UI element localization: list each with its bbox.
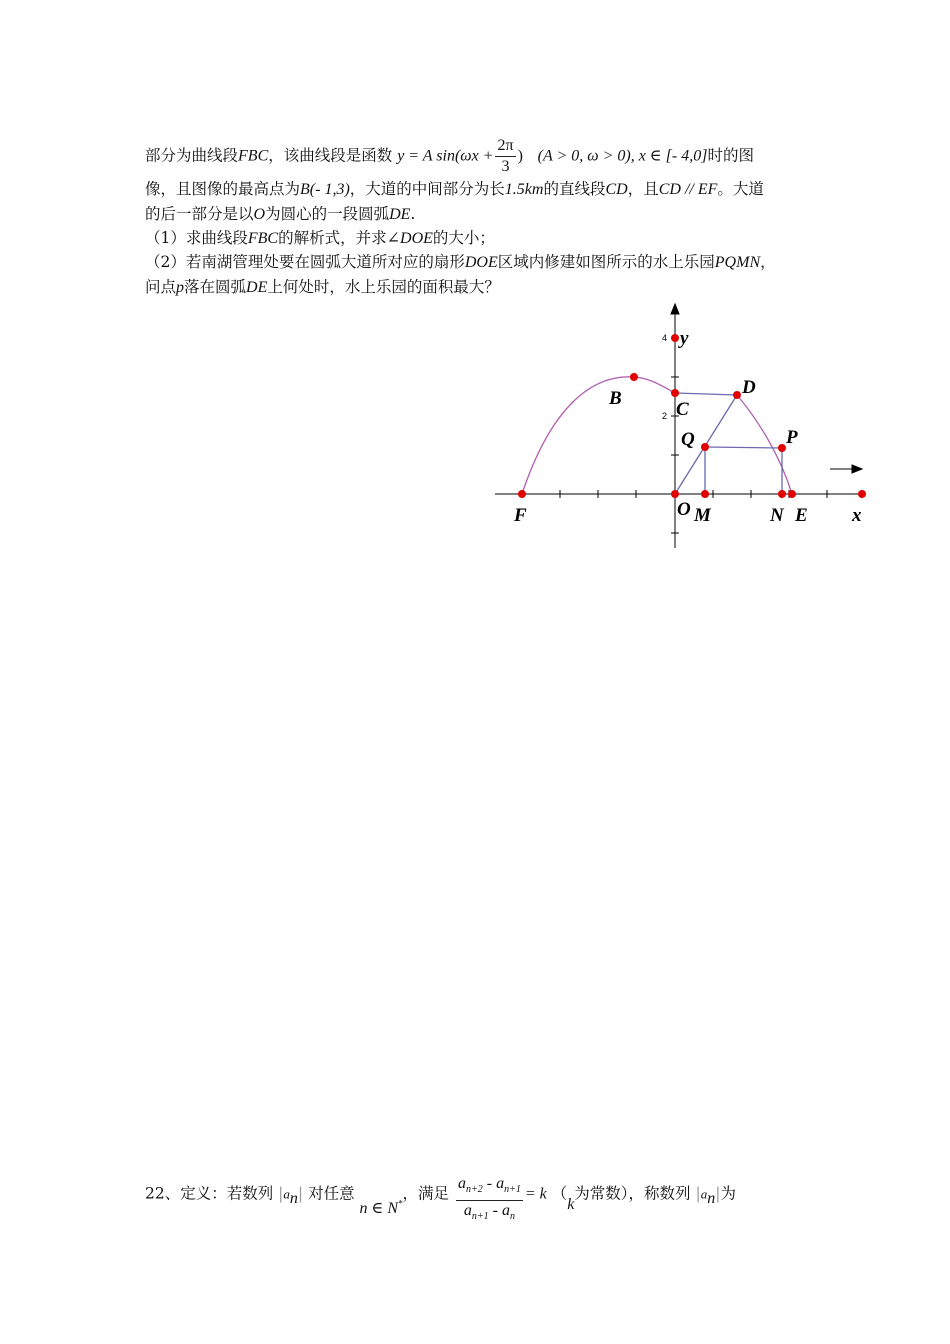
tick-label-4: 4	[662, 333, 668, 343]
math-fbc: FBC	[247, 230, 279, 247]
question-1	[145, 226, 495, 248]
text: 问点	[145, 278, 177, 296]
text: （1）求曲线段	[145, 229, 248, 247]
text: 对任意	[308, 1184, 355, 1203]
point-labels	[513, 328, 862, 526]
seq-brace-left: |	[695, 1184, 701, 1203]
math-paren: )	[517, 147, 523, 165]
tick-label-2: 2	[662, 411, 668, 421]
text: 。大道	[717, 180, 764, 198]
direction-arrow-head	[852, 465, 862, 473]
text: 区域内修建如图所示的水上乐园	[497, 253, 715, 271]
point-e	[788, 490, 796, 498]
text: 部分为曲线段	[145, 146, 239, 165]
text: 像，且图像的最高点为	[145, 180, 301, 198]
math-a: a	[700, 1186, 708, 1202]
text: ，且	[627, 180, 659, 198]
text: 22、定义：若数列	[145, 1184, 274, 1203]
text: 为圆心的一段圆弧	[265, 205, 390, 223]
label-q: Q	[681, 429, 695, 450]
math-b-point: B(- 1,3)	[300, 181, 350, 198]
point-o	[671, 490, 679, 498]
text: 的后一部分是以	[145, 205, 254, 223]
label-d: D	[742, 377, 756, 398]
cond-sup: *	[398, 1198, 403, 1209]
problem-line-1	[145, 136, 754, 177]
point-d	[733, 391, 741, 399]
cond-text: n ∈ N	[359, 1199, 399, 1217]
math-doe: DOE	[464, 254, 498, 271]
math-eqk: = k	[524, 1185, 547, 1203]
frac-num: 2π	[495, 136, 515, 157]
frac-den: $a_{n+1} - a_n$	[463, 1202, 515, 1223]
point-p	[778, 444, 786, 452]
math-angle: ∠DOE	[386, 230, 433, 247]
label-x: x	[852, 505, 862, 526]
label-n: N	[770, 505, 784, 526]
math-function: y = A sin(ωx +	[397, 147, 494, 165]
seq-brace-left: |	[278, 1184, 284, 1203]
text: ，	[760, 253, 776, 271]
fraction-recurrence	[456, 1174, 523, 1227]
math-o: O	[253, 206, 266, 223]
problem-line-3	[145, 202, 415, 224]
text: 的解析式，并求	[278, 229, 387, 247]
seq-brace-right: |	[715, 1184, 721, 1203]
text: 的直线段	[543, 180, 606, 198]
text: ，满足	[402, 1184, 450, 1203]
math-parallel: CD // EF	[658, 181, 718, 198]
curve-fbc	[522, 377, 675, 494]
label-e: E	[795, 505, 808, 526]
text: ，大道的中间部分为长	[349, 180, 505, 198]
label-f: F	[514, 505, 527, 526]
label-p: P	[786, 427, 798, 448]
math-condition: (A > 0, ω > 0), x ∈ [- 4,0]	[537, 147, 708, 165]
point-x-end	[858, 490, 866, 498]
tick-labels	[662, 333, 667, 421]
label-b: B	[609, 388, 622, 409]
text: （	[551, 1184, 568, 1203]
text: 落在圆弧	[184, 278, 247, 296]
point-c	[671, 389, 679, 397]
label-m: M	[694, 505, 711, 526]
question-2	[145, 250, 776, 272]
math-sub: n	[707, 1189, 716, 1207]
text: （2）若南湖管理处要在圆弧大道所对应的扇形	[145, 253, 465, 271]
text: 为常数），称数列	[574, 1184, 691, 1203]
label-y: y	[680, 328, 689, 349]
math-a: a	[283, 1186, 290, 1202]
segment-cd	[675, 393, 737, 395]
problem-line-2	[145, 177, 764, 199]
label-o: O	[677, 499, 691, 520]
text: 时的图	[707, 146, 754, 165]
math-de: DE	[389, 206, 411, 223]
math-de: DE	[246, 279, 268, 296]
math-k: k	[567, 1195, 575, 1213]
point-q	[701, 443, 709, 451]
coordinate-figure	[490, 300, 880, 550]
text: ，该曲线段是函数	[268, 146, 393, 165]
label-c: C	[676, 399, 689, 420]
text: 的大小；	[432, 229, 495, 247]
question-2-cont	[145, 275, 500, 297]
question-22	[145, 1162, 736, 1227]
seq-brace-right: |	[297, 1184, 304, 1203]
math-n-cond	[360, 1200, 403, 1217]
math-sub: n	[289, 1189, 298, 1207]
points	[518, 334, 866, 498]
point-f	[518, 490, 526, 498]
point-m	[701, 490, 709, 498]
math-fbc: FBC	[238, 147, 269, 165]
point-b	[630, 373, 638, 381]
point-y4	[671, 334, 679, 342]
text: .	[410, 205, 416, 223]
y-axis-arrow	[671, 304, 679, 314]
frac-den: 3	[501, 158, 510, 175]
text: 为	[720, 1184, 736, 1203]
math-length: 1.5km	[504, 181, 544, 198]
segment-qp	[705, 447, 782, 448]
text: 上何处时，水上乐园的面积最大？	[267, 278, 500, 296]
math-cd: CD	[605, 181, 628, 198]
math-pqmn: PQMN	[714, 254, 761, 271]
math-p: p	[176, 279, 185, 296]
fraction-2pi-3	[495, 136, 515, 177]
point-n	[778, 490, 786, 498]
frac-num: $a_{n+2} - a_{n+1}$	[456, 1174, 523, 1201]
